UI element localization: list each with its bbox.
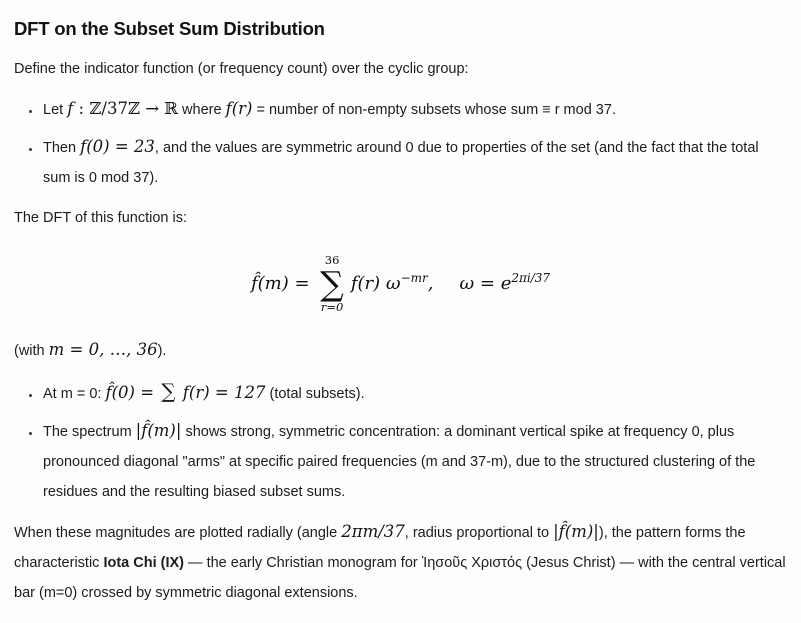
page-title: DFT on the Subset Sum Distribution [14, 18, 325, 39]
math-inline: 2πm/37 [341, 522, 405, 542]
text-run: At m = 0: [43, 386, 106, 403]
intro-paragraph [14, 54, 787, 84]
math-run: ω = e [459, 273, 512, 295]
text-run: The spectrum [43, 424, 136, 441]
math-superscript: 2πi/37 [511, 271, 551, 286]
sigma-icon: ∑ [320, 263, 344, 303]
summation-symbol [320, 255, 344, 313]
math-run: f(r) ω [350, 273, 401, 295]
math-inline: m = 0, …, 36 [48, 340, 158, 360]
text-run: (total subsets). [265, 386, 365, 403]
dft-intro-paragraph [14, 203, 787, 233]
iota-chi-bold-text: Iota Chi (IX) [103, 555, 185, 572]
math-inline: : ℤ/37ℤ → ℝ [73, 99, 179, 118]
text-run: Then [43, 140, 81, 156]
math-inline: f̂(0) = [105, 383, 160, 403]
math-run: , [427, 273, 434, 295]
text-run: , radius proportional to [404, 525, 554, 542]
math-inline: f(r) [225, 99, 253, 118]
math-superscript: −mr [400, 271, 428, 286]
text-run: where [178, 102, 226, 118]
bullet-item-spectrum [41, 416, 787, 507]
math-inline: |f̂(m)| [553, 522, 599, 542]
text-run: ), the pattern forms the characteristic [14, 525, 746, 572]
intro-text: Define the indicator function (or frequency count) over the cyclic group: [14, 61, 469, 77]
text-run: Let [43, 102, 68, 118]
text-run: shows strong, symmetric concentration: a dominant vertical spike at frequency 0, plus pronounced diagonal "arms" at specific paired frequencies (m and 37-m), due to the structured clustering of the residues and the resulting biased subset sums. [43, 424, 756, 501]
text-run: = number of non-empty subsets whose sum ≡ r mod 37. [252, 102, 616, 118]
text-run: ). [157, 343, 167, 360]
sigma-inline-icon: ∑ [161, 379, 176, 404]
sum-upper-limit: 36 [324, 253, 340, 267]
definition-list [14, 94, 787, 193]
text-run: (with [14, 343, 49, 360]
math-inline: |f̂(m)| [135, 421, 182, 441]
math-inline: f(r) = 127 [177, 383, 266, 403]
text-run: When these magnitudes are plotted radially (angle [14, 525, 342, 542]
math-inline: f [67, 99, 74, 118]
spectrum-list [14, 376, 787, 507]
conclusion-paragraph [14, 517, 787, 608]
bullet-item-m0 [41, 376, 787, 409]
text-run: — the early Christian monogram for Ἰησοῦς Χριστός (Jesus Christ) — with the central vertical bar (m=0) crossed by symmetric diagonal extensions. [14, 555, 786, 602]
dft-display-equation [14, 255, 787, 313]
equation-rhs [351, 273, 550, 295]
bullet-item-symmetry [41, 132, 787, 193]
sum-lower-limit: r=0 [320, 299, 344, 314]
equation-lhs: f̂(m) = [250, 273, 316, 295]
dft-intro-text: The DFT of this function is: [14, 210, 187, 226]
text-run: , and the values are symmetric around 0 due to properties of the set (and the fact that the total sum is 0 mod 37). [43, 140, 759, 186]
bullet-item-indicator [41, 94, 787, 125]
document-body [14, 16, 787, 608]
math-inline: f(0) = 23 [80, 137, 155, 156]
range-note-paragraph [14, 335, 787, 366]
